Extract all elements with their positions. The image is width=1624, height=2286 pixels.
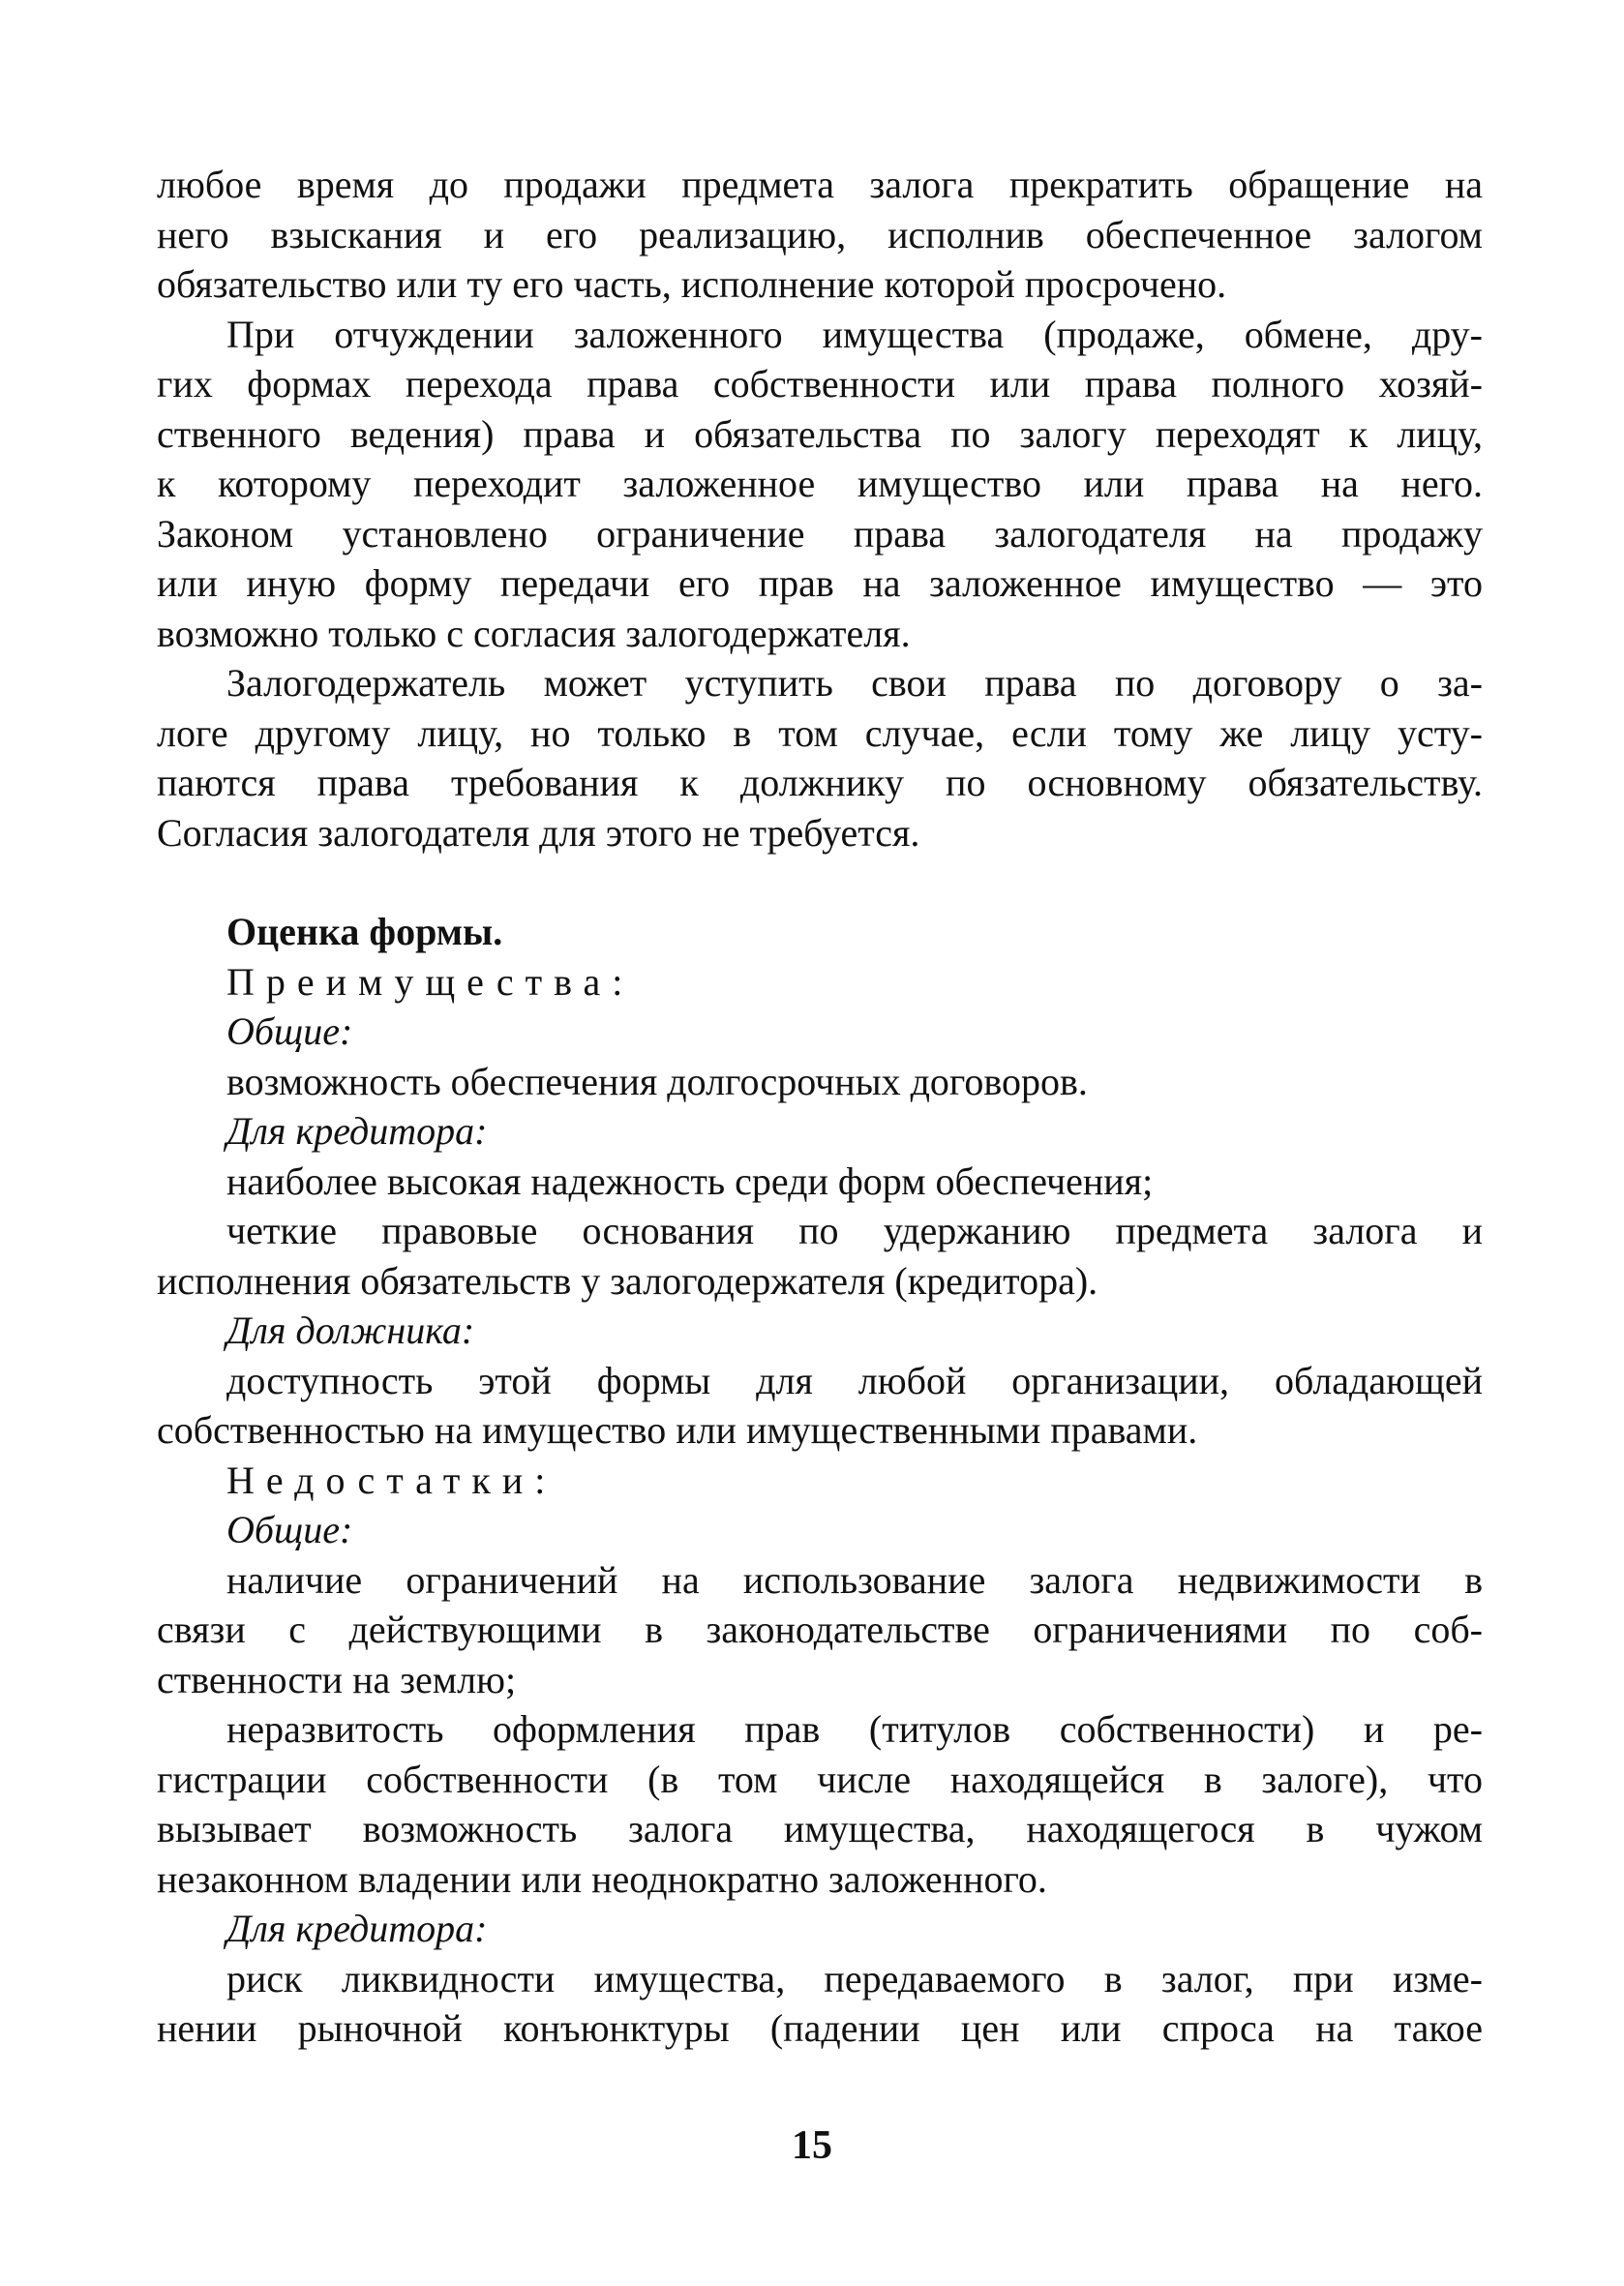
dis-creditor-item: нении рыночной конъюнктуры (падении цен или спроса на такое xyxy=(157,2006,1483,2050)
advantages-label: Преимущества: xyxy=(226,959,635,1004)
text-line: При отчуждении заложенного имущества (продаже, обмене, дру- xyxy=(226,312,1483,356)
text-line: гих формах перехода права собственности или права полного хозяй- xyxy=(157,362,1483,406)
dis-general-item: связи с действующими в законодательстве ограничениями по соб- xyxy=(157,1608,1483,1651)
dis-creditor-item: риск ликвидности имущества, передаваемого в залог, при изме- xyxy=(226,1956,1483,2000)
adv-debtor-item: доступность этой формы для любой организации, обладающей xyxy=(226,1358,1483,1402)
text-line: ственного ведения) права и обязательства по залогу переходят к лицу, xyxy=(157,411,1483,456)
adv-debtor-item: собственностью на имущество или имущественными правами. xyxy=(157,1408,1198,1452)
adv-creditor-item: исполнения обязательств у залогодержателя (кредитора). xyxy=(157,1258,1098,1303)
text-line: Залогодержатель может уступить свои права по договору о за- xyxy=(226,661,1483,705)
assessment-section xyxy=(157,907,1483,2054)
adv-general-label: Общие: xyxy=(226,1009,353,1053)
text-line: него взыскания и его реализацию, исполнив обеспеченное залогом xyxy=(157,212,1483,256)
adv-general-text: возможность обеспечения долгосрочных договоров. xyxy=(226,1059,1088,1103)
text-line: логе другому лицу, но только в том случае, если тому же лицу усту- xyxy=(157,710,1483,755)
adv-creditor-item: наиболее высокая надежность среди форм обеспечения; xyxy=(226,1158,1154,1203)
disadvantages-label: Недостатки: xyxy=(226,1458,557,1502)
paragraph-3 xyxy=(157,658,1483,857)
text-line: обязательство или ту его часть, исполнение которой просрочено. xyxy=(157,262,1227,306)
text-line: Согласия залогодателя для этого не требуется. xyxy=(157,810,920,855)
dis-creditor-label: Для кредитора: xyxy=(226,1907,488,1950)
dis-general-item: наличие ограничений на использование залога недвижимости в xyxy=(226,1557,1483,1602)
page-body xyxy=(157,160,1483,2054)
text-line: паются права требования к должнику по основному обязательству. xyxy=(157,761,1483,804)
text-line: к которому переходит заложенное имущество или права на него. xyxy=(157,462,1483,505)
text-line: любое время до продажи предмета залога прекратить обращение на xyxy=(157,163,1483,206)
paragraph-2 xyxy=(157,310,1483,659)
section-title: Оценка формы. xyxy=(226,910,503,953)
page-number: 15 xyxy=(792,2123,832,2168)
text-line: Законом установлено ограничение права залогодателя на продажу xyxy=(157,511,1483,556)
adv-creditor-item: четкие правовые основания по удержанию предмета залога и xyxy=(226,1209,1483,1252)
adv-debtor-label: Для должника: xyxy=(226,1308,475,1352)
dis-general-item: неразвитость оформления прав (титулов собственности) и ре- xyxy=(226,1707,1483,1751)
dis-general-item: гистрации собственности (в том числе находящейся в залоге), что xyxy=(157,1757,1483,1801)
text-line: возможно только с согласия залогодержателя. xyxy=(157,611,911,655)
dis-general-item: незаконном владении или неоднократно заложенного. xyxy=(157,1856,1047,1901)
section-spacer xyxy=(157,857,1483,907)
adv-creditor-label: Для кредитора: xyxy=(226,1109,488,1153)
dis-general-item: вызывает возможность залога имущества, находящегося в чужом xyxy=(157,1807,1483,1850)
dis-general-item: ственности на землю; xyxy=(157,1657,517,1701)
paragraph-1 xyxy=(157,160,1483,310)
text-line: или иную форму передачи его прав на заложенное имущество — это xyxy=(157,561,1483,605)
dis-general-label: Общие: xyxy=(226,1508,353,1551)
